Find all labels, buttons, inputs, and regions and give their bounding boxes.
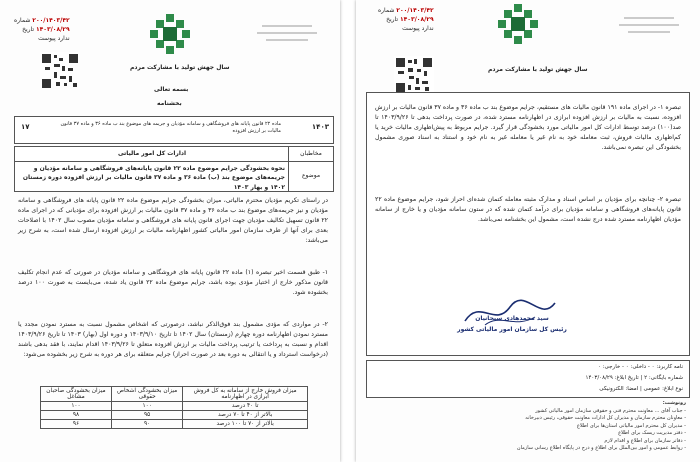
circular-reference: ماده ۲۲ قانون پایانه های فروشگاهی و سامانه مؤدیان و جریمه های موضوع بند ب ماده ۳۶ و ماده ۳۷ قانون مالیات بر ارزش افزوده — [60, 121, 281, 134]
date-label: تاریخ — [386, 16, 399, 23]
distribution-item: - دفاتر سازمان برای اطلاع و اقدام لازم — [604, 437, 686, 444]
attachment-value: ندارد — [57, 35, 70, 42]
distribution-item: - معاونان محترم سازمان و مدیران کل ادارات معاونت حقوقی، رئیس دبیرخانه — [525, 415, 686, 421]
table-cell: بالاتر از ۷۰ تا ۱۰۰ درصد — [183, 420, 308, 429]
subject-label: موضوع — [288, 161, 333, 191]
table-cell: ۱۰۰ — [111, 402, 182, 411]
footer-row: شماره بایگانی: ۲ | تاریخ ابلاغ: ۱۴۰۳/۰۸/۲۹ — [585, 375, 683, 381]
table-cell: بالاتر از ۴۰ تا ۷۰ درصد — [183, 411, 308, 420]
table-row — [41, 411, 308, 420]
addressee-value: ادارات کل امور مالیاتی — [15, 147, 289, 162]
table-cell: ۱۰۰ — [41, 402, 112, 411]
letter-body-box — [366, 92, 690, 356]
table-row — [41, 420, 308, 429]
date-label: تاریخ — [22, 26, 35, 33]
table-cell: ۹۰ — [111, 420, 182, 429]
clause-1: ۱- طبق قسمت اخیر تبصره (۱) ماده ۲۲ قانون پایانه های فروشگاهی و سامانه مؤدیان در صورتی که عدم انجام تکلیف قانون مذکور خارج از اختیار مؤدی بوده باشد، جرایم موضوع ماده ۲۲ قانون یاد شده، می‌بایست به صورت ۱۰۰ درصد بخشوده شود. — [18, 269, 329, 296]
year-slogan: سال جهش تولید با مشارکت مردم — [488, 66, 588, 73]
date-value: ۱۴۰۳/۰۸/۲۹ — [35, 26, 70, 33]
letter-footer-box — [366, 360, 690, 398]
distribution-item: - جناب آقای ... معاونت محترم فنی و حقوقی سازمان امور مالیاتی کشور — [535, 407, 686, 414]
tax-organization-logo — [148, 12, 192, 56]
table-cell: ۹۸ — [41, 411, 112, 420]
table-header: میزان بخشودگی اشخاص حقوقی — [111, 387, 182, 402]
circular-header-box — [14, 116, 334, 144]
organization-letterhead — [252, 20, 322, 48]
number-label: شماره — [14, 17, 31, 24]
circular-year: ۱۴۰۳ — [311, 123, 329, 131]
qr-code — [394, 56, 434, 94]
table-cell: تا ۴۰ درصد — [183, 402, 308, 411]
footer-row: نوع ابلاغ: عمومی | امضا: الکترونیکی — [599, 386, 683, 392]
distribution-title: رونوشت: — [662, 400, 686, 406]
signer-title: رئیس کل سازمان امور مالیاتی کشور — [457, 326, 567, 333]
document-type: بخشنامه — [157, 100, 182, 107]
footer-row: نامه کاربرد: ۰ - داخلی: ۰ - خارجی: ۰ — [597, 364, 683, 370]
number-label: شماره — [378, 7, 395, 14]
table-header: میزان فروش خارج از سامانه به کل فروش ابرازی در اظهارنامه — [183, 387, 308, 402]
note-1: تبصره ۱- در اجرای ماده ۱۹۱ قانون مالیات های مستقیم، جرایم موضوع بند ب ماده ۳۶ و ماده ۳۷ قانون مالیات بر ارزش افزوده، نسبت به مالیات بر ارزش افزوده ابرازی در اظهارنامه مسترد شده، در صورت پرداخت بدهی تا ۱۴۰۳/۹/۲۶ تا صد(۱۰۰) درصد توسط ادارات کل امور مالیاتی مورد بخشودگی قرار گیرد. جرایم مربوط به پیش‌اظهاری مالیات خرید یا کم‌اظهاری مالیات فروش، ثبت معامله خود به نام غیر یا معامله غیر به نام خود و استناد به اسناد صوری مشمول بخشودگی این تبصره نمی‌باشد. — [375, 104, 681, 151]
basmala: بسمه تعالی — [154, 86, 189, 93]
subject-value: نحوه بخشودگی جرایم موضوع ماده ۲۲ قانون پایانه‌های فروشگاهی و سامانه مؤدیان و جریمه‌های موضوع بند (ب) ماده ۳۶ و ماده ۳۷ قانون مالیات بر ارزش افزوده دوره زمستان ۱۴۰۲ و بهار ۱۴۰۳ — [22, 165, 285, 191]
table-header: میزان بخشودگی صاحبان مشاغل — [41, 387, 112, 402]
table-cell: ۹۶ — [41, 420, 112, 429]
qr-code — [40, 52, 80, 90]
note-2: تبصره ۲- چنانچه برای مؤدیان بر اساس اسناد و مدارک مثبته معامله کتمان شده‌ای احراز شود، جرایم موضوع ماده ۲۲ قانون پایانه‌های فروشگاهی و سامانه مؤدیان برای درآمد کتمان شده که در ستون سامانه مؤدیان و یا خارج از سامانه مؤدیان اظهارنامه مسترد شده درج نشده است، مشمول این بخشنامه نمی‌باشد. — [375, 196, 681, 223]
letter-meta — [14, 16, 70, 43]
letter-meta — [378, 6, 434, 33]
distribution-item: - روابط عمومی و امور بین‌الملل برای اطلاع و درج در پایگاه اطلاع رسانی سازمان — [516, 445, 686, 451]
circular-page-1 — [0, 0, 340, 462]
table-cell: ۹۵ — [111, 411, 182, 420]
year-slogan: سال جهش تولید با مشارکت مردم — [130, 64, 230, 71]
table-header-row — [41, 387, 308, 402]
number-value: ۲۰۰/۱۴۰۳/۴۲ — [396, 7, 434, 14]
distribution-item: - دفتر مدیریت ریسک برای اطلاع — [618, 430, 686, 436]
circular-number: ۱۷ — [21, 123, 30, 131]
date-value: ۱۴۰۳/۰۸/۲۹ — [399, 16, 434, 23]
addressee-label: مخاطبان — [288, 147, 333, 162]
number-value: ۲۰۰/۱۴۰۳/۴۲ — [32, 17, 70, 24]
distribution-item: - مدیران کل محترم امور مالیاتی استان‌ها برای اطلاع — [576, 422, 686, 429]
attachment-label: پیوست — [402, 25, 420, 32]
clause-2: ۲- در مواردی که مؤدی مشمول بند فوق‌الذکر نباشد، درصورتی که اشخاص مشمول نسبت به مسترد نمودن مجدد یا مسترد نمودن اظهارنامه دوره چهارم (زمستان) سال ۱۴۰۲ تا تاریخ ۱۴۰۳/۹/۱۰ و دوره اول (بهار) ۱۴۰۳ تا تاریخ ۱۴۰۳/۹/۲۶ اقدام و نسبت به پرداخت یا ترتیب پرداخت مالیات بر ارزش افزوده متعلق تا ۱۴۰۳/۹/۲۶ اقدام نمایند، با فقد بدهی باشند (درخواست استرداد و یا انتقالی به دوره بعد در صورت احراز) جرایم متعلقه برای هر دوره به شرح زیر بخشوده می‌شود: — [18, 321, 328, 358]
tax-organization-logo — [496, 2, 540, 46]
signer-name: سید محمدهادی سبحانیان — [475, 315, 549, 322]
attachment-value: ندارد — [421, 25, 434, 32]
organization-letterhead — [614, 12, 684, 40]
intro-paragraph: در راستای تکریم مؤدیان محترم مالیاتی، میزان بخشودگی جرایم موضوع ماده ۲۲ قانون پایانه های فروشگاهی و سامانه مؤدیان و نیز جریمه‌های موضوع بند ب ماده ۳۶ و ماده ۳۷ قانون مالیات بر ارزش افزوده برای مؤدیانی که در اجرای ماده ۲۲ قانون تسهیل تکالیف مؤدیان جهت اجرای قانون پایانه های فروشگاهی و سامانه مؤدیان مصوب سال ۱۴۰۲ با اصلاحات بعدی برای آنها از طرف سازمان امور مالیاتی کشور اظهارنامه مالیات بر ارزش افزوده ارسال شده است، به شرح زیر می‌باشد: — [18, 197, 329, 244]
circular-page-2 — [356, 0, 700, 462]
table-row — [41, 402, 308, 411]
distribution-list — [376, 400, 686, 453]
addressee-subject-box — [14, 146, 334, 192]
waiver-table — [40, 386, 308, 429]
attachment-label: پیوست — [38, 35, 56, 42]
